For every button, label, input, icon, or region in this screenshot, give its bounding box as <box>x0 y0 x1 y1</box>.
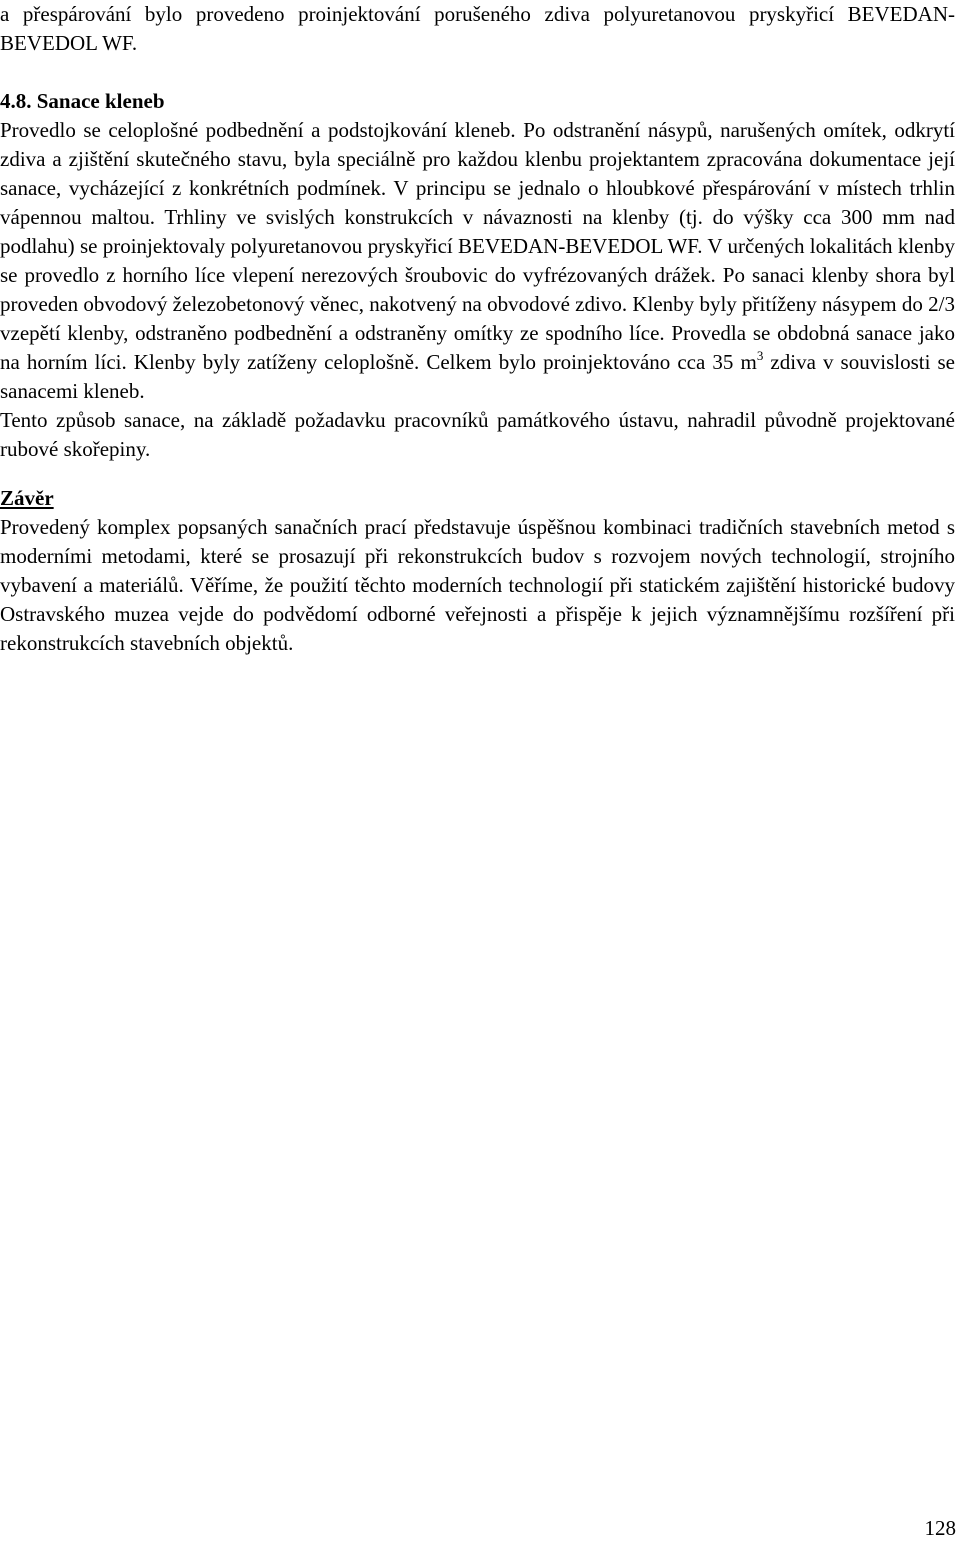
section-paragraph-tail: zdiva v souvislosti se sanacemi kleneb. <box>0 350 955 403</box>
conclusion-heading: Závěr <box>0 486 54 510</box>
section-paragraph <box>0 116 955 406</box>
intro-paragraph: a přespárování bylo provedeno proinjektování porušeného zdiva polyuretanovou pryskyřicí BEVEDAN-BEVEDOL WF. <box>0 2 955 55</box>
section-paragraph-2: Tento způsob sanace, na základě požadavku pracovníků památkového ústavu, nahradil původně projektované rubové skořepiny. <box>0 408 955 461</box>
spacer <box>0 58 955 87</box>
document-page <box>0 0 955 658</box>
superscript-cubic: 3 <box>756 348 764 363</box>
section-heading: 4.8. Sanace kleneb <box>0 89 165 113</box>
section-paragraph-text: Provedlo se celoplošné podbednění a podstojkování kleneb. Po odstranění násypů, narušených omítek, odkrytí zdiva a zjištění skutečného stavu, byla speciálně pro každou klenbu projektantem zpracována dokumentace její sanace, vycházející z konkrétních podmínek. V principu se jednalo o hloubkové přespárování v místech trhlin vápennou maltou. Trhliny ve svislých konstrukcích v návaznosti na klenby (tj. do výšky cca 300 mm nad podlahu) se proinjektovaly polyuretanovou pryskyřicí BEVEDAN-BEVEDOL WF. V určených lokalitách klenby se provedlo z horního líce vlepení nerezových šroubovic do vyfrézovaných drážek. Po sanaci klenby shora byl proveden obvodový železobetonový věnec, nakotvený na obvodové zdivo. Klenby byly přitíženy násypem do 2/3 vzepětí klenby, odstraněno podbednění a odstraněny omítky ze spodního líce. Provedla se obdobná sanace jako na horním líci. Klenby byly zatíženy celoplošně. Celkem bylo proinjektováno cca 35 m <box>0 118 955 374</box>
conclusion-paragraph: Provedený komplex popsaných sanačních prací představuje úspěšnou kombinaci tradičních stavebních metod s moderními metodami, které se prosazují při rekonstrukcích budov s rozvojem nových technologií, strojního vybavení a materiálů. Věříme, že použití těchto moderních technologií při statickém zajištění historické budovy Ostravského muzea vejde do podvědomí odborné veřejnosti a přispěje k jejich významnějšímu rozšíření při rekonstrukcích stavebních objektů. <box>0 515 955 655</box>
page-number: 128 <box>924 1516 956 1540</box>
